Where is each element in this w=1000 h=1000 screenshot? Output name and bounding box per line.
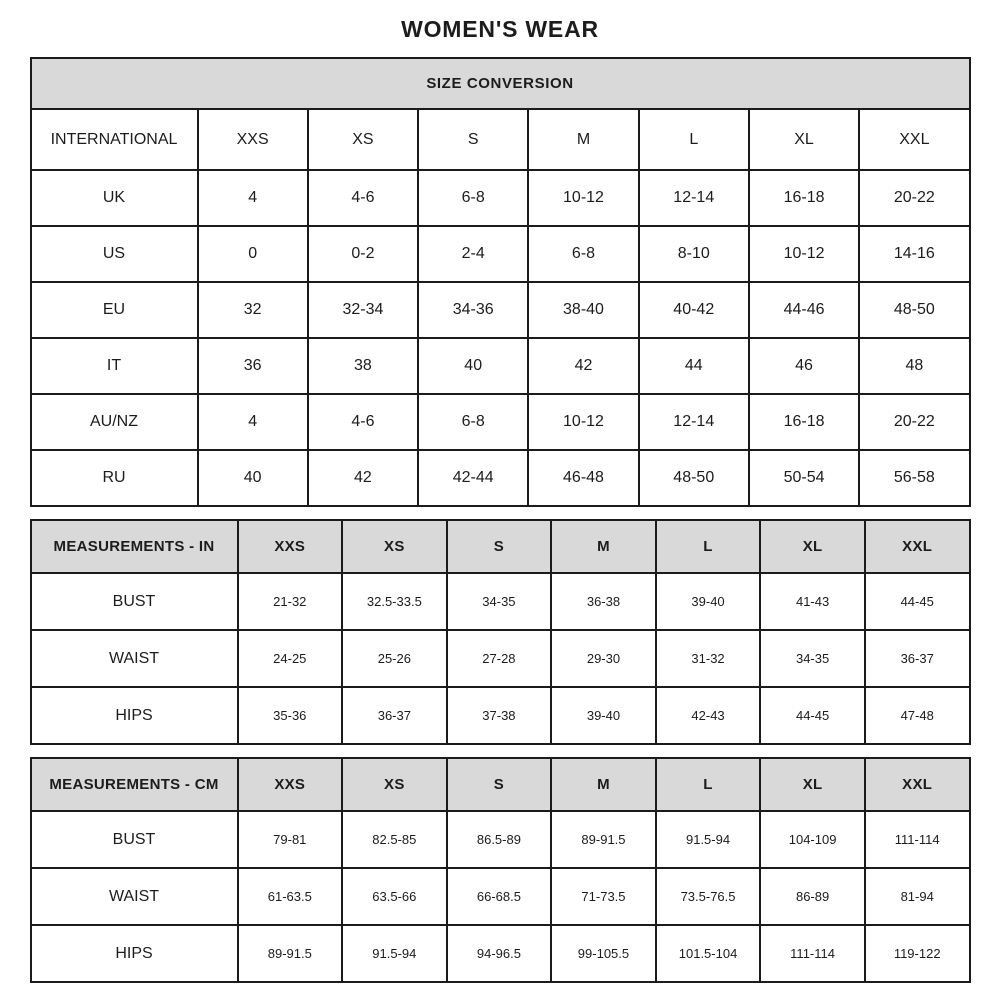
value-cell: 10-12 xyxy=(749,226,859,282)
value-cell: 89-91.5 xyxy=(551,811,656,868)
size-column-header: XL xyxy=(749,109,859,170)
value-cell: 36 xyxy=(198,338,308,394)
table-row xyxy=(31,630,970,687)
value-cell: 48 xyxy=(859,338,969,394)
value-cell: 42 xyxy=(308,450,418,506)
row-label: WAIST xyxy=(31,868,238,925)
size-column-header: XS xyxy=(342,758,447,811)
value-cell: 4 xyxy=(198,394,308,450)
value-cell: 35-36 xyxy=(238,687,343,744)
value-cell: 29-30 xyxy=(551,630,656,687)
value-cell: 91.5-94 xyxy=(656,811,761,868)
value-cell: 8-10 xyxy=(639,226,749,282)
table-row xyxy=(31,282,970,338)
value-cell: 101.5-104 xyxy=(656,925,761,982)
value-cell: 36-38 xyxy=(551,573,656,630)
measurements-in-header-label: MEASUREMENTS - IN xyxy=(31,520,238,573)
value-cell: 27-28 xyxy=(447,630,552,687)
value-cell: 34-35 xyxy=(760,630,865,687)
value-cell: 44 xyxy=(639,338,749,394)
size-column-header: XXS xyxy=(238,758,343,811)
size-column-header: M xyxy=(551,758,656,811)
table-row xyxy=(31,170,970,226)
value-cell: 34-35 xyxy=(447,573,552,630)
value-cell: 99-105.5 xyxy=(551,925,656,982)
value-cell: 0 xyxy=(198,226,308,282)
size-conversion-table xyxy=(30,57,971,507)
size-column-header: XXS xyxy=(238,520,343,573)
table-row xyxy=(31,925,970,982)
size-column-header: S xyxy=(447,758,552,811)
value-cell: 46 xyxy=(749,338,859,394)
value-cell: 66-68.5 xyxy=(447,868,552,925)
value-cell: 104-109 xyxy=(760,811,865,868)
value-cell: 111-114 xyxy=(760,925,865,982)
value-cell: 46-48 xyxy=(528,450,638,506)
value-cell: 14-16 xyxy=(859,226,969,282)
tables-container xyxy=(0,57,1000,983)
table-row xyxy=(31,687,970,744)
value-cell: 81-94 xyxy=(865,868,970,925)
size-column-header: XS xyxy=(342,520,447,573)
value-cell: 4 xyxy=(198,170,308,226)
value-cell: 16-18 xyxy=(749,394,859,450)
header-row xyxy=(31,758,970,811)
value-cell: 39-40 xyxy=(656,573,761,630)
value-cell: 10-12 xyxy=(528,394,638,450)
value-cell: 6-8 xyxy=(418,394,528,450)
value-cell: 86-89 xyxy=(760,868,865,925)
row-label: BUST xyxy=(31,811,238,868)
value-cell: 6-8 xyxy=(528,226,638,282)
header-row xyxy=(31,520,970,573)
value-cell: 32-34 xyxy=(308,282,418,338)
row-label: BUST xyxy=(31,573,238,630)
table-row xyxy=(31,811,970,868)
table-row xyxy=(31,226,970,282)
value-cell: 24-25 xyxy=(238,630,343,687)
value-cell: 2-4 xyxy=(418,226,528,282)
value-cell: 32.5-33.5 xyxy=(342,573,447,630)
value-cell: 42-44 xyxy=(418,450,528,506)
value-cell: 47-48 xyxy=(865,687,970,744)
value-cell: 73.5-76.5 xyxy=(656,868,761,925)
value-cell: 31-32 xyxy=(656,630,761,687)
value-cell: 82.5-85 xyxy=(342,811,447,868)
value-cell: 10-12 xyxy=(528,170,638,226)
value-cell: 48-50 xyxy=(639,450,749,506)
value-cell: 119-122 xyxy=(865,925,970,982)
size-column-header: XS xyxy=(308,109,418,170)
table-row xyxy=(31,573,970,630)
value-cell: 39-40 xyxy=(551,687,656,744)
value-cell: 48-50 xyxy=(859,282,969,338)
table-row xyxy=(31,394,970,450)
value-cell: 20-22 xyxy=(859,170,969,226)
row-label: EU xyxy=(31,282,198,338)
value-cell: 44-45 xyxy=(760,687,865,744)
value-cell: 63.5-66 xyxy=(342,868,447,925)
table-row xyxy=(31,338,970,394)
value-cell: 20-22 xyxy=(859,394,969,450)
value-cell: 41-43 xyxy=(760,573,865,630)
value-cell: 42 xyxy=(528,338,638,394)
value-cell: 61-63.5 xyxy=(238,868,343,925)
size-column-header: L xyxy=(656,758,761,811)
value-cell: 86.5-89 xyxy=(447,811,552,868)
size-column-header: XL xyxy=(760,520,865,573)
row-label: RU xyxy=(31,450,198,506)
header-row xyxy=(31,109,970,170)
value-cell: 34-36 xyxy=(418,282,528,338)
value-cell: 56-58 xyxy=(859,450,969,506)
value-cell: 37-38 xyxy=(447,687,552,744)
size-conversion-banner: SIZE CONVERSION xyxy=(31,58,970,109)
size-column-header: XXL xyxy=(859,109,969,170)
size-column-header: XL xyxy=(760,758,865,811)
value-cell: 12-14 xyxy=(639,170,749,226)
row-label: HIPS xyxy=(31,687,238,744)
size-column-header: XXL xyxy=(865,520,970,573)
size-column-header: S xyxy=(447,520,552,573)
value-cell: 94-96.5 xyxy=(447,925,552,982)
value-cell: 21-32 xyxy=(238,573,343,630)
value-cell: 40 xyxy=(418,338,528,394)
size-column-header: M xyxy=(528,109,638,170)
measurements-cm-table xyxy=(30,757,971,983)
value-cell: 4-6 xyxy=(308,170,418,226)
table-row xyxy=(31,868,970,925)
value-cell: 0-2 xyxy=(308,226,418,282)
size-column-header: L xyxy=(656,520,761,573)
value-cell: 71-73.5 xyxy=(551,868,656,925)
value-cell: 79-81 xyxy=(238,811,343,868)
value-cell: 44-46 xyxy=(749,282,859,338)
value-cell: 25-26 xyxy=(342,630,447,687)
value-cell: 38-40 xyxy=(528,282,638,338)
value-cell: 6-8 xyxy=(418,170,528,226)
value-cell: 111-114 xyxy=(865,811,970,868)
row-label: AU/NZ xyxy=(31,394,198,450)
value-cell: 32 xyxy=(198,282,308,338)
value-cell: 36-37 xyxy=(865,630,970,687)
value-cell: 16-18 xyxy=(749,170,859,226)
size-column-header: S xyxy=(418,109,528,170)
row-label: HIPS xyxy=(31,925,238,982)
row-label: UK xyxy=(31,170,198,226)
value-cell: 12-14 xyxy=(639,394,749,450)
size-column-header: XXL xyxy=(865,758,970,811)
table-row xyxy=(31,450,970,506)
row-label: IT xyxy=(31,338,198,394)
size-conversion-header-label: INTERNATIONAL xyxy=(31,109,198,170)
size-column-header: M xyxy=(551,520,656,573)
value-cell: 38 xyxy=(308,338,418,394)
value-cell: 40 xyxy=(198,450,308,506)
value-cell: 89-91.5 xyxy=(238,925,343,982)
table-banner-row xyxy=(31,58,970,109)
measurements-in-table xyxy=(30,519,971,745)
value-cell: 40-42 xyxy=(639,282,749,338)
value-cell: 50-54 xyxy=(749,450,859,506)
page-title: WOMEN'S WEAR xyxy=(401,16,599,42)
size-column-header: XXS xyxy=(198,109,308,170)
value-cell: 42-43 xyxy=(656,687,761,744)
size-column-header: L xyxy=(639,109,749,170)
value-cell: 91.5-94 xyxy=(342,925,447,982)
row-label: WAIST xyxy=(31,630,238,687)
row-label: US xyxy=(31,226,198,282)
value-cell: 44-45 xyxy=(865,573,970,630)
value-cell: 4-6 xyxy=(308,394,418,450)
measurements-cm-header-label: MEASUREMENTS - CM xyxy=(31,758,238,811)
value-cell: 36-37 xyxy=(342,687,447,744)
